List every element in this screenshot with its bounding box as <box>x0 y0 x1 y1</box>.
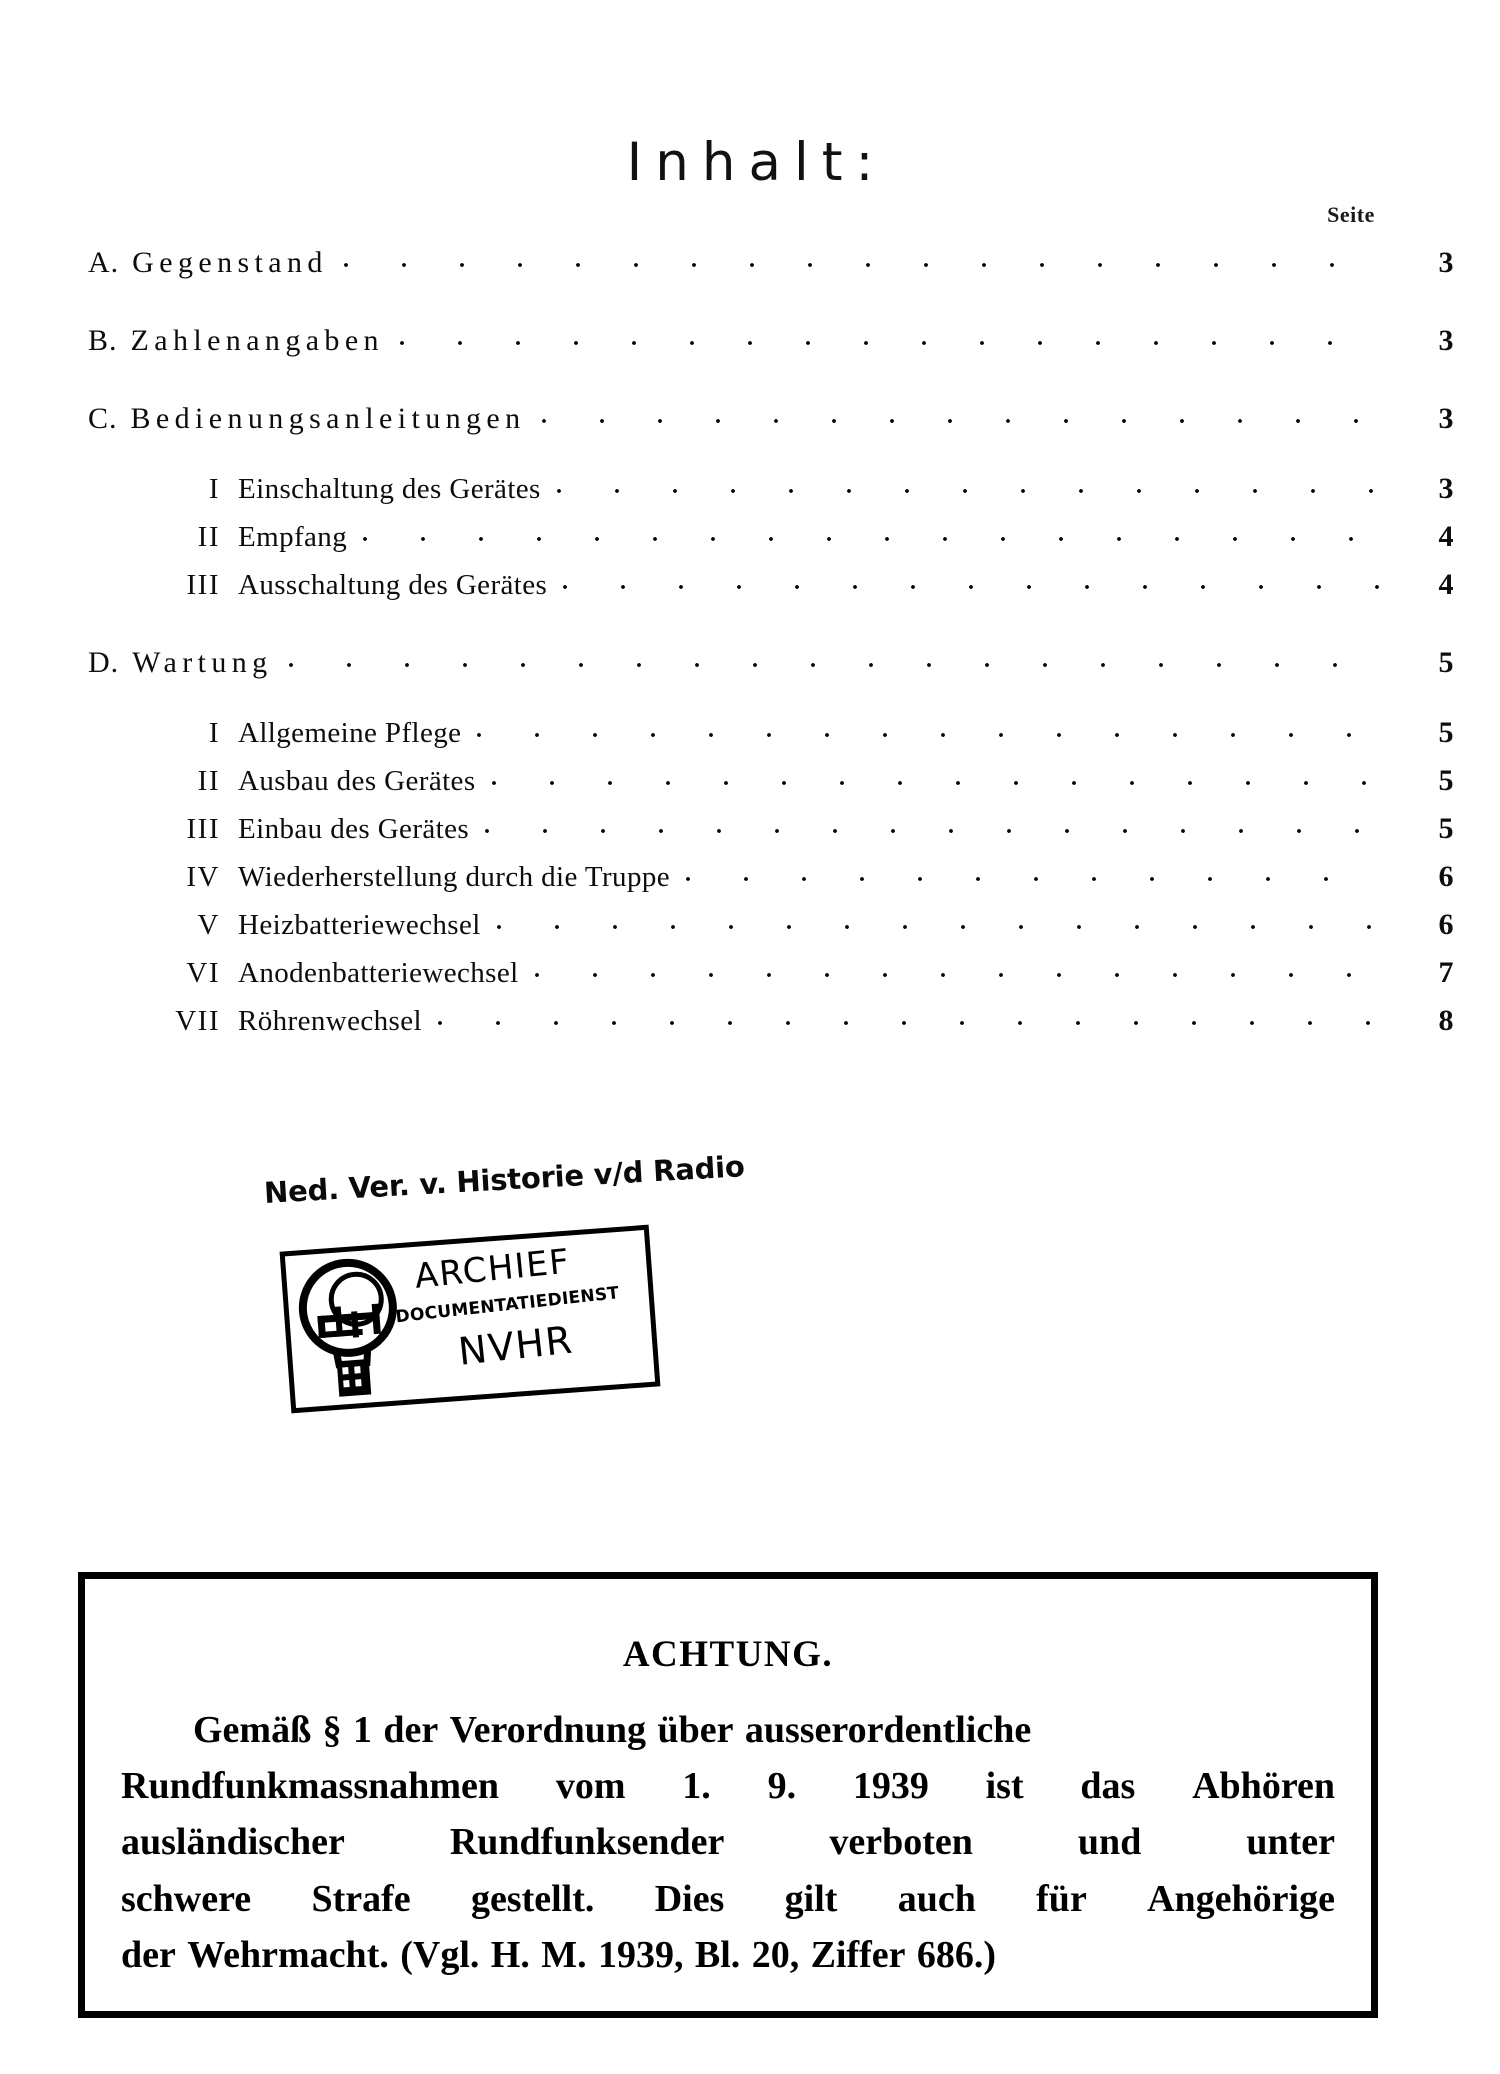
toc-leader-dots <box>557 482 1382 498</box>
warning-word: M. <box>541 1933 587 1976</box>
nvhr-archive-stamp <box>255 1149 875 1466</box>
stamp-line-documentatiedienst: DOCUMENTATIEDIENST <box>394 1283 621 1328</box>
toc-page-number: 3 <box>1438 324 1454 357</box>
warning-word: Rundfunksender <box>449 1821 725 1864</box>
toc-entry-number: II <box>197 521 220 553</box>
toc-entry-label: Einbau des Gerätes <box>238 813 470 845</box>
toc-page-number: 8 <box>1438 1004 1454 1037</box>
toc-row[interactable] <box>0 812 1500 860</box>
warning-word: gilt <box>784 1877 838 1920</box>
warning-word: Wehrmacht. <box>187 1933 389 1976</box>
warning-word: für <box>1036 1877 1087 1920</box>
stamp-line-nvhr: NVHR <box>456 1317 576 1374</box>
warning-word: 9. <box>767 1765 797 1808</box>
warning-word: das <box>1080 1765 1136 1808</box>
toc-leader-dots <box>485 822 1382 838</box>
toc-row[interactable] <box>0 402 1500 450</box>
warning-word: Abhören <box>1192 1765 1335 1808</box>
toc-entry-number: III <box>186 813 220 845</box>
toc-page-number: 6 <box>1438 908 1454 941</box>
toc-page-number: 4 <box>1438 520 1454 553</box>
toc-row[interactable] <box>0 568 1500 616</box>
warning-line <box>121 1814 1335 1870</box>
warning-word: vom <box>555 1765 626 1808</box>
toc-entry-number: IV <box>186 861 220 893</box>
toc-row[interactable] <box>0 908 1500 956</box>
warning-word: schwere <box>121 1877 252 1920</box>
toc-page-number: 7 <box>1438 956 1454 989</box>
toc-entry-label: Wartung <box>132 646 273 679</box>
warning-word: 1939 <box>852 1765 929 1808</box>
toc-leader-dots <box>492 774 1382 790</box>
toc-entry-label: Anodenbatteriewechsel <box>238 957 519 989</box>
toc-entry-label: Heizbatteriewechsel <box>238 909 481 941</box>
warning-word: auch <box>897 1877 976 1920</box>
toc-entry-label: Wiederherstellung durch die Truppe <box>238 861 671 893</box>
warning-word: der <box>121 1933 176 1976</box>
toc-entry-number: I <box>208 717 220 749</box>
warning-line <box>121 1702 1335 1758</box>
warning-word: § <box>322 1709 342 1751</box>
toc-row[interactable] <box>0 716 1500 764</box>
warning-word: Rundfunkmassnahmen <box>121 1765 500 1808</box>
warning-word: gestellt. <box>470 1877 595 1920</box>
stamp-caption: Ned. Ver. v. Historie v/d Radio <box>263 1149 746 1210</box>
warning-body <box>121 1702 1335 1983</box>
toc-leader-dots <box>497 918 1382 934</box>
warning-word: H. <box>490 1933 530 1976</box>
stamp-border-box <box>280 1225 661 1414</box>
toc-page-number: 3 <box>1438 246 1454 279</box>
toc-row[interactable] <box>0 646 1500 694</box>
toc-entry-label: Ausbau des Gerätes <box>238 765 476 797</box>
toc-leader-dots <box>400 334 1382 350</box>
toc-entry-number: D. <box>88 646 120 679</box>
toc-entry-label: Allgemeine Pflege <box>238 717 462 749</box>
warning-word: Strafe <box>311 1877 411 1920</box>
toc-entry-number: B. <box>88 324 118 357</box>
table-of-contents <box>0 246 1500 1052</box>
warning-word: 20, <box>751 1933 800 1976</box>
toc-entry-label: Empfang <box>238 521 348 553</box>
toc-leader-dots <box>535 966 1382 982</box>
warning-word: Gemäß <box>193 1709 312 1751</box>
toc-entry-label: Ausschaltung des Gerätes <box>238 569 548 601</box>
page-column-header: Seite <box>1327 202 1375 227</box>
toc-page-number: 3 <box>1438 402 1454 435</box>
toc-row[interactable] <box>0 764 1500 812</box>
toc-page-number: 6 <box>1438 860 1454 893</box>
toc-leader-dots <box>344 256 1382 272</box>
toc-entry-number: VI <box>186 957 220 989</box>
toc-entry-label: Einschaltung des Gerätes <box>238 473 541 505</box>
toc-entry-label: Gegenstand <box>132 246 328 279</box>
warning-word: (Vgl. <box>400 1933 480 1976</box>
toc-leader-dots <box>363 530 1382 546</box>
toc-page-number: 3 <box>1438 472 1454 505</box>
toc-row[interactable] <box>0 246 1500 294</box>
toc-row[interactable] <box>0 1004 1500 1052</box>
toc-leader-dots <box>542 412 1382 428</box>
toc-page-number: 5 <box>1438 764 1454 797</box>
toc-row[interactable] <box>0 472 1500 520</box>
toc-entry-number: VII <box>175 1005 220 1037</box>
warning-word: 1. <box>682 1765 711 1808</box>
warning-word: 1939, <box>598 1933 684 1976</box>
warning-notice-box <box>78 1572 1378 2018</box>
warning-line <box>121 1758 1335 1814</box>
toc-leader-dots <box>477 726 1382 742</box>
warning-word: der <box>383 1709 439 1751</box>
toc-entry-number: I <box>208 473 220 505</box>
toc-leader-dots <box>438 1014 1382 1030</box>
page-title: Inhalt: <box>626 132 887 193</box>
toc-row[interactable] <box>0 324 1500 372</box>
warning-line <box>121 1871 1335 1927</box>
warning-title: ACHTUNG. <box>622 1634 834 1675</box>
warning-word: ist <box>985 1765 1024 1808</box>
warning-word: Verordnung <box>449 1709 647 1751</box>
toc-entry-label: Röhrenwechsel <box>238 1005 422 1037</box>
toc-row[interactable] <box>0 520 1500 568</box>
toc-entry-label: Bedienungsanleitungen <box>130 402 526 435</box>
stamp-line-archief: ARCHIEF <box>412 1241 573 1297</box>
toc-leader-dots <box>563 578 1382 594</box>
warning-word: ausserordentliche <box>744 1709 1032 1751</box>
toc-page-number: 5 <box>1438 812 1454 845</box>
vacuum-tube-icon <box>291 1252 407 1403</box>
warning-word: verboten <box>829 1821 973 1864</box>
toc-row[interactable] <box>0 956 1500 1004</box>
warning-line <box>121 1927 1335 1983</box>
warning-word: ausländischer <box>121 1821 345 1864</box>
warning-word: 1 <box>353 1709 372 1751</box>
warning-word: 686.) <box>916 1933 997 1976</box>
toc-entry-number: A. <box>88 246 120 279</box>
toc-entry-number: C. <box>88 402 118 435</box>
warning-word: Angehörige <box>1147 1877 1335 1920</box>
toc-row[interactable] <box>0 860 1500 908</box>
warning-word: und <box>1077 1821 1142 1864</box>
toc-entry-number: V <box>197 909 220 941</box>
toc-leader-dots <box>289 656 1382 672</box>
warning-word: unter <box>1246 1821 1335 1864</box>
warning-word: über <box>657 1709 734 1751</box>
toc-page-number: 5 <box>1438 716 1454 749</box>
toc-page-number: 4 <box>1438 568 1454 601</box>
warning-word: Ziffer <box>810 1933 906 1976</box>
toc-entry-label: Zahlenangaben <box>130 324 384 357</box>
warning-word: Bl. <box>694 1933 741 1976</box>
toc-entry-number: III <box>186 569 220 601</box>
toc-leader-dots <box>686 870 1382 886</box>
toc-entry-number: II <box>197 765 220 797</box>
toc-page-number: 5 <box>1438 646 1454 679</box>
warning-word: Dies <box>654 1877 725 1920</box>
